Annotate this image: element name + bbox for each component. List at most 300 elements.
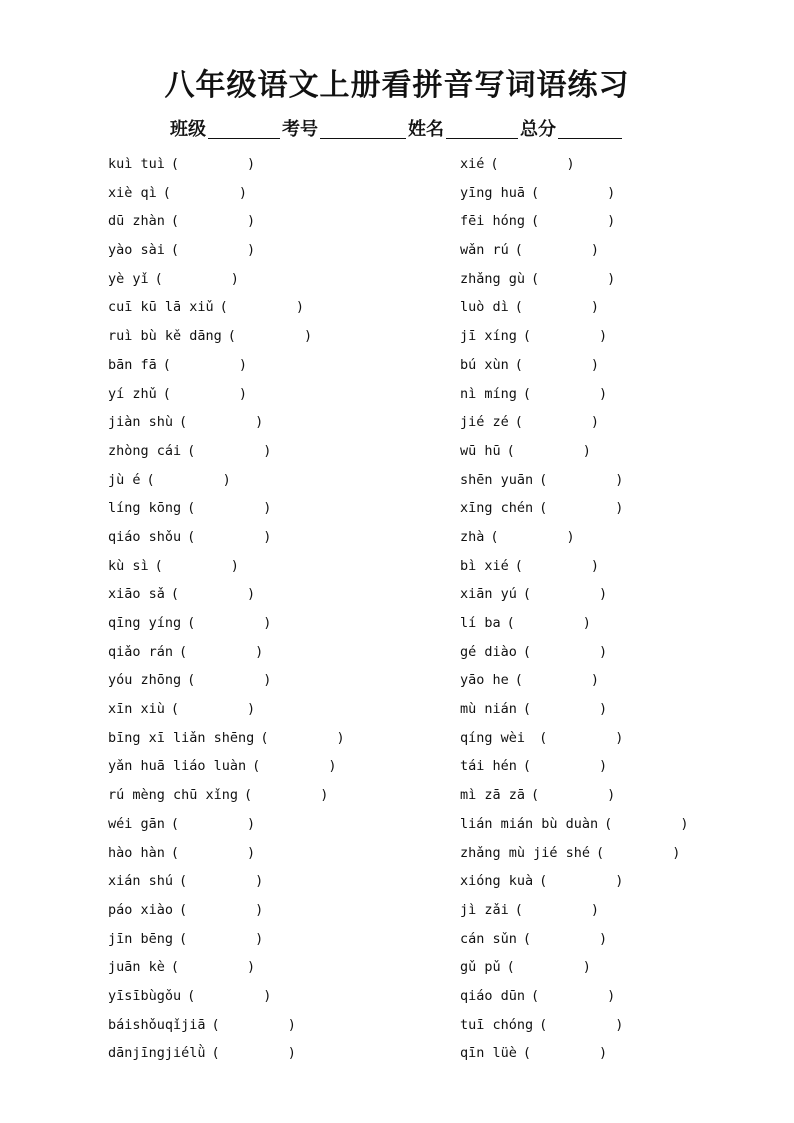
close-paren: ) bbox=[247, 844, 256, 861]
exercise-item bbox=[108, 207, 345, 236]
close-paren: ) bbox=[247, 701, 256, 718]
open-paren: ( bbox=[154, 557, 163, 574]
close-paren: ) bbox=[590, 242, 600, 259]
open-paren: ( bbox=[531, 787, 540, 804]
answer-blank[interactable] bbox=[523, 580, 607, 609]
answer-blank[interactable] bbox=[507, 953, 591, 982]
exercise-item bbox=[460, 839, 688, 868]
open-paren: ( bbox=[187, 615, 196, 631]
close-paren: ) bbox=[599, 328, 608, 345]
exercise-item bbox=[460, 236, 688, 265]
open-paren: ( bbox=[490, 156, 499, 172]
answer-blank[interactable] bbox=[515, 351, 599, 380]
answer-blank[interactable] bbox=[523, 638, 607, 667]
pinyin-text: xié bbox=[460, 156, 485, 172]
open-paren: ( bbox=[522, 1045, 532, 1062]
open-paren: ( bbox=[539, 1016, 548, 1033]
open-paren: ( bbox=[187, 528, 196, 545]
answer-blank[interactable] bbox=[523, 695, 607, 724]
student-info-line bbox=[0, 115, 794, 141]
answer-blank[interactable] bbox=[155, 552, 239, 581]
answer-blank[interactable] bbox=[539, 1011, 623, 1040]
open-paren: ( bbox=[522, 586, 532, 603]
open-paren: ( bbox=[522, 328, 532, 345]
exercise-item bbox=[108, 437, 345, 466]
answer-blank[interactable] bbox=[187, 609, 271, 638]
exercise-item bbox=[108, 265, 345, 294]
open-paren: ( bbox=[539, 873, 548, 890]
open-paren: ( bbox=[179, 873, 188, 890]
answer-blank[interactable] bbox=[531, 207, 615, 236]
exercise-item bbox=[108, 752, 345, 781]
open-paren: ( bbox=[514, 557, 523, 574]
answer-blank[interactable] bbox=[155, 265, 239, 294]
answer-blank[interactable] bbox=[523, 925, 607, 954]
close-paren: ) bbox=[263, 672, 272, 689]
answer-blank[interactable] bbox=[171, 695, 255, 724]
answer-blank[interactable] bbox=[163, 351, 247, 380]
exercise-item bbox=[108, 552, 345, 581]
exercise-item bbox=[460, 867, 688, 896]
exercise-item bbox=[108, 925, 345, 954]
open-paren: ( bbox=[170, 701, 180, 718]
answer-blank[interactable] bbox=[531, 179, 615, 208]
close-paren: ) bbox=[672, 844, 681, 861]
close-paren: ) bbox=[255, 930, 264, 947]
open-paren: ( bbox=[179, 643, 188, 660]
answer-blank[interactable] bbox=[212, 1039, 296, 1068]
answer-blank[interactable] bbox=[539, 867, 623, 896]
name-label: 姓名 bbox=[408, 119, 444, 140]
exercise-item bbox=[460, 523, 688, 552]
pinyin-text: zhǎng mù jié shé bbox=[460, 844, 591, 861]
open-paren: ( bbox=[187, 672, 196, 689]
exercise-item bbox=[108, 293, 345, 322]
answer-blank[interactable] bbox=[507, 609, 591, 638]
close-paren: ) bbox=[238, 385, 248, 402]
open-paren: ( bbox=[252, 758, 261, 775]
open-paren: ( bbox=[170, 156, 180, 172]
answer-blank[interactable] bbox=[531, 265, 615, 294]
open-paren: ( bbox=[260, 729, 269, 746]
answer-blank[interactable] bbox=[539, 724, 623, 753]
answer-blank[interactable] bbox=[187, 437, 271, 466]
close-paren: ) bbox=[582, 959, 591, 976]
pinyin-text: xīng chén bbox=[460, 500, 534, 517]
answer-blank[interactable] bbox=[515, 896, 599, 925]
close-paren: ) bbox=[247, 213, 256, 230]
open-paren: ( bbox=[522, 758, 532, 775]
close-paren: ) bbox=[582, 442, 591, 459]
answer-blank[interactable] bbox=[515, 293, 599, 322]
close-paren: ) bbox=[238, 356, 248, 373]
pinyin-text: jīn bēng bbox=[108, 930, 174, 947]
open-paren: ( bbox=[187, 987, 196, 1004]
pinyin-text: qīng yíng bbox=[108, 615, 182, 631]
open-paren: ( bbox=[244, 787, 253, 804]
exercise-item bbox=[460, 494, 688, 523]
close-paren: ) bbox=[615, 873, 624, 890]
open-paren: ( bbox=[531, 270, 540, 287]
open-paren: ( bbox=[531, 184, 540, 201]
close-paren: ) bbox=[263, 442, 272, 459]
answer-blank[interactable] bbox=[171, 839, 255, 868]
pinyin-text: tái hén bbox=[460, 758, 517, 775]
exercise-item bbox=[460, 179, 688, 208]
open-paren: ( bbox=[154, 270, 163, 287]
answer-blank[interactable] bbox=[179, 925, 263, 954]
pinyin-text: kù sì bbox=[108, 557, 149, 574]
exercise-item bbox=[460, 1011, 688, 1040]
answer-blank[interactable] bbox=[604, 810, 688, 839]
pinyin-text: zhǎng gù bbox=[460, 270, 526, 287]
exercise-item bbox=[460, 408, 688, 437]
answer-blank[interactable] bbox=[596, 839, 680, 868]
open-paren: ( bbox=[211, 1045, 220, 1062]
exercise-item bbox=[108, 724, 345, 753]
exercise-item bbox=[460, 724, 688, 753]
exercise-item bbox=[460, 207, 688, 236]
close-paren: ) bbox=[599, 643, 608, 660]
close-paren: ) bbox=[222, 471, 231, 488]
pinyin-text: jì zǎi bbox=[460, 901, 509, 918]
answer-blank[interactable] bbox=[515, 408, 599, 437]
pinyin-text: dānjīngjiélǜ bbox=[108, 1045, 206, 1062]
open-paren: ( bbox=[146, 471, 155, 488]
pinyin-text: cuī kū lā xiǔ bbox=[108, 299, 214, 316]
answer-blank[interactable] bbox=[212, 1011, 296, 1040]
exercise-item bbox=[460, 982, 688, 1011]
answer-blank[interactable] bbox=[179, 867, 263, 896]
score-label: 总分 bbox=[520, 119, 556, 140]
open-paren: ( bbox=[522, 930, 532, 947]
answer-blank[interactable] bbox=[163, 179, 247, 208]
class-blank[interactable] bbox=[208, 120, 280, 139]
answer-blank[interactable] bbox=[507, 437, 591, 466]
answer-blank[interactable] bbox=[490, 523, 574, 552]
open-paren: ( bbox=[170, 213, 180, 230]
pinyin-text: xīn xiù bbox=[108, 701, 165, 718]
answer-blank[interactable] bbox=[260, 724, 344, 753]
exercise-item bbox=[460, 265, 688, 294]
answer-blank[interactable] bbox=[539, 494, 623, 523]
close-paren: ) bbox=[255, 414, 264, 431]
pinyin-text: gé diào bbox=[460, 643, 517, 660]
answer-blank[interactable] bbox=[171, 150, 255, 179]
exercise-item bbox=[460, 437, 688, 466]
exercise-item bbox=[460, 752, 688, 781]
pinyin-text: qiáo shǒu bbox=[108, 528, 182, 545]
close-paren: ) bbox=[590, 901, 600, 918]
pinyin-text: jiàn shù bbox=[108, 414, 174, 431]
pinyin-text: xián shú bbox=[108, 873, 174, 890]
pinyin-text: yǎn huā liáo luàn bbox=[108, 758, 247, 775]
exercise-item bbox=[460, 1039, 688, 1068]
answer-blank[interactable] bbox=[220, 293, 304, 322]
close-paren: ) bbox=[590, 414, 600, 431]
answer-blank[interactable] bbox=[228, 322, 312, 351]
pinyin-text: zhòng cái bbox=[108, 442, 182, 459]
answer-blank[interactable] bbox=[490, 150, 574, 179]
open-paren: ( bbox=[596, 844, 605, 861]
pinyin-text: qiǎo rán bbox=[108, 643, 174, 660]
exercise-item bbox=[460, 293, 688, 322]
close-paren: ) bbox=[680, 815, 689, 832]
pinyin-text: fēi hóng bbox=[460, 213, 526, 230]
exercise-item bbox=[108, 1039, 345, 1068]
close-paren: ) bbox=[320, 787, 329, 804]
close-paren: ) bbox=[263, 987, 272, 1004]
close-paren: ) bbox=[607, 184, 616, 201]
exercise-item bbox=[460, 953, 688, 982]
exercise-item bbox=[108, 494, 345, 523]
exercise-item bbox=[108, 351, 345, 380]
pinyin-text: yīsībùgǒu bbox=[108, 987, 182, 1004]
close-paren: ) bbox=[230, 270, 239, 287]
open-paren: ( bbox=[522, 643, 532, 660]
open-paren: ( bbox=[162, 356, 171, 373]
pinyin-text: yí zhǔ bbox=[108, 385, 157, 402]
open-paren: ( bbox=[514, 242, 523, 259]
answer-blank[interactable] bbox=[171, 207, 255, 236]
close-paren: ) bbox=[615, 500, 624, 517]
answer-blank[interactable] bbox=[179, 638, 263, 667]
close-paren: ) bbox=[263, 528, 272, 545]
pinyin-text: líng kōng bbox=[108, 500, 182, 517]
close-paren: ) bbox=[247, 586, 256, 603]
close-paren: ) bbox=[590, 672, 600, 689]
open-paren: ( bbox=[514, 672, 523, 689]
close-paren: ) bbox=[599, 586, 608, 603]
pinyin-text: cán sǔn bbox=[460, 930, 517, 947]
open-paren: ( bbox=[531, 213, 540, 230]
pinyin-text: wū hū bbox=[460, 442, 501, 459]
exercise-item bbox=[108, 523, 345, 552]
answer-blank[interactable] bbox=[187, 523, 271, 552]
close-paren: ) bbox=[599, 758, 608, 775]
exercise-item bbox=[108, 982, 345, 1011]
close-paren: ) bbox=[599, 1045, 608, 1062]
close-paren: ) bbox=[599, 930, 608, 947]
open-paren: ( bbox=[522, 385, 532, 402]
pinyin-text: xióng kuà bbox=[460, 873, 534, 890]
exercise-item bbox=[108, 638, 345, 667]
open-paren: ( bbox=[187, 442, 196, 459]
exercise-item bbox=[460, 695, 688, 724]
close-paren: ) bbox=[230, 557, 239, 574]
pinyin-text: shēn yuān bbox=[460, 471, 534, 488]
pinyin-text: yāo he bbox=[460, 672, 509, 689]
open-paren: ( bbox=[539, 471, 548, 488]
exercise-item bbox=[108, 896, 345, 925]
name-blank[interactable] bbox=[446, 120, 518, 139]
close-paren: ) bbox=[247, 242, 256, 259]
exercise-item bbox=[460, 609, 688, 638]
pinyin-text: yào sài bbox=[108, 242, 165, 259]
answer-blank[interactable] bbox=[179, 896, 263, 925]
close-paren: ) bbox=[295, 299, 304, 316]
pinyin-text: bān fā bbox=[108, 356, 157, 373]
pinyin-text: ruì bù kě dāng bbox=[108, 328, 222, 345]
open-paren: ( bbox=[506, 615, 515, 631]
answer-blank[interactable] bbox=[523, 1039, 607, 1068]
close-paren: ) bbox=[247, 959, 256, 976]
answer-blank[interactable] bbox=[187, 982, 271, 1011]
exercise-item bbox=[108, 380, 345, 409]
answer-blank[interactable] bbox=[171, 580, 255, 609]
close-paren: ) bbox=[615, 471, 624, 488]
score-blank[interactable] bbox=[558, 120, 622, 139]
open-paren: ( bbox=[490, 528, 499, 545]
pinyin-text: bì xié bbox=[460, 557, 509, 574]
exercise-item bbox=[460, 925, 688, 954]
close-paren: ) bbox=[336, 729, 345, 746]
exercise-item bbox=[460, 896, 688, 925]
open-paren: ( bbox=[539, 500, 548, 517]
answer-blank[interactable] bbox=[515, 236, 599, 265]
exercise-item bbox=[108, 953, 345, 982]
answer-blank[interactable] bbox=[515, 666, 599, 695]
close-paren: ) bbox=[590, 356, 600, 373]
exercise-item bbox=[460, 380, 688, 409]
close-paren: ) bbox=[263, 500, 272, 517]
exercise-item bbox=[108, 1011, 345, 1040]
open-paren: ( bbox=[514, 356, 523, 373]
open-paren: ( bbox=[179, 901, 188, 918]
number-label: 考号 bbox=[282, 119, 318, 140]
pinyin-text: kuì tuì bbox=[108, 156, 165, 172]
close-paren: ) bbox=[303, 328, 313, 345]
pinyin-text: jié zé bbox=[460, 414, 509, 431]
open-paren: ( bbox=[170, 844, 180, 861]
pinyin-text: lián mián bù duàn bbox=[460, 815, 599, 832]
close-paren: ) bbox=[247, 156, 256, 172]
close-paren: ) bbox=[607, 787, 616, 804]
pinyin-text: xiāo sǎ bbox=[108, 586, 165, 603]
pinyin-text: bú xùn bbox=[460, 356, 509, 373]
answer-blank[interactable] bbox=[171, 953, 255, 982]
answer-blank[interactable] bbox=[531, 982, 615, 1011]
exercise-item bbox=[460, 552, 688, 581]
pinyin-text: gǔ pǔ bbox=[460, 959, 501, 976]
open-paren: ( bbox=[514, 901, 523, 918]
answer-blank[interactable] bbox=[187, 494, 271, 523]
pinyin-text: zhà bbox=[460, 528, 485, 545]
answer-blank[interactable] bbox=[252, 752, 336, 781]
close-paren: ) bbox=[615, 729, 624, 746]
answer-blank[interactable] bbox=[523, 322, 607, 351]
close-paren: ) bbox=[255, 873, 264, 890]
pinyin-text: juān kè bbox=[108, 959, 165, 976]
answer-blank[interactable] bbox=[531, 781, 615, 810]
exercise-item bbox=[108, 781, 345, 810]
open-paren: ( bbox=[162, 385, 171, 402]
pinyin-text: hào hàn bbox=[108, 844, 165, 861]
pinyin-text: luò dì bbox=[460, 299, 509, 316]
close-paren: ) bbox=[582, 615, 591, 631]
pinyin-text: mù nián bbox=[460, 701, 517, 718]
exercise-item bbox=[108, 466, 345, 495]
open-paren: ( bbox=[227, 328, 236, 345]
pinyin-text: dū zhàn bbox=[108, 213, 165, 230]
answer-blank[interactable] bbox=[244, 781, 328, 810]
pinyin-text: yīng huā bbox=[460, 184, 526, 201]
exercise-item bbox=[460, 810, 688, 839]
exercise-item bbox=[108, 179, 345, 208]
pinyin-text: rú mèng chū xǐng bbox=[108, 787, 239, 804]
open-paren: ( bbox=[531, 987, 540, 1004]
right-column bbox=[460, 150, 688, 1068]
pinyin-text: jù é bbox=[108, 471, 141, 488]
pinyin-text: qiáo dūn bbox=[460, 987, 526, 1004]
close-paren: ) bbox=[590, 557, 600, 574]
exercise-item bbox=[460, 466, 688, 495]
pinyin-text: xiè qì bbox=[108, 184, 157, 201]
exercise-item bbox=[108, 609, 345, 638]
open-paren: ( bbox=[170, 815, 180, 832]
number-blank[interactable] bbox=[320, 120, 406, 139]
close-paren: ) bbox=[607, 213, 616, 230]
answer-blank[interactable] bbox=[171, 810, 255, 839]
pinyin-text: yóu zhōng bbox=[108, 672, 182, 689]
open-paren: ( bbox=[170, 959, 180, 976]
exercise-item bbox=[108, 839, 345, 868]
open-paren: ( bbox=[179, 414, 188, 431]
close-paren: ) bbox=[255, 901, 264, 918]
close-paren: ) bbox=[238, 184, 248, 201]
open-paren: ( bbox=[170, 586, 180, 603]
exercise-item bbox=[108, 695, 345, 724]
open-paren: ( bbox=[162, 184, 171, 201]
exercise-item bbox=[460, 638, 688, 667]
open-paren: ( bbox=[179, 930, 188, 947]
exercise-item bbox=[460, 322, 688, 351]
answer-blank[interactable] bbox=[147, 466, 231, 495]
exercise-item bbox=[108, 666, 345, 695]
close-paren: ) bbox=[566, 156, 575, 172]
pinyin-text: bīng xī liǎn shēng bbox=[108, 729, 255, 746]
answer-blank[interactable] bbox=[523, 380, 607, 409]
answer-blank[interactable] bbox=[179, 408, 263, 437]
answer-blank[interactable] bbox=[187, 666, 271, 695]
pinyin-text: jī xíng bbox=[460, 328, 517, 345]
exercise-item bbox=[108, 322, 345, 351]
class-label: 班级 bbox=[170, 119, 206, 140]
answer-blank[interactable] bbox=[515, 552, 599, 581]
answer-blank[interactable] bbox=[539, 466, 623, 495]
pinyin-text: xiān yú bbox=[460, 586, 517, 603]
pinyin-text: tuī chóng bbox=[460, 1016, 534, 1033]
open-paren: ( bbox=[170, 242, 180, 259]
page-title: 八年级语文上册看拼音写词语练习 bbox=[164, 68, 630, 103]
answer-blank[interactable] bbox=[163, 380, 247, 409]
open-paren: ( bbox=[514, 299, 523, 316]
exercise-item bbox=[460, 666, 688, 695]
exercise-item bbox=[460, 781, 688, 810]
exercise-item bbox=[108, 150, 345, 179]
close-paren: ) bbox=[287, 1016, 296, 1033]
pinyin-text: wǎn rú bbox=[460, 242, 509, 259]
close-paren: ) bbox=[263, 615, 272, 631]
pinyin-text: báishǒuqǐjiā bbox=[108, 1016, 206, 1033]
pinyin-text: nì míng bbox=[460, 385, 517, 402]
exercise-item bbox=[460, 150, 688, 179]
open-paren: ( bbox=[522, 701, 532, 718]
answer-blank[interactable] bbox=[171, 236, 255, 265]
pinyin-text: mì zā zā bbox=[460, 787, 526, 804]
close-paren: ) bbox=[599, 385, 608, 402]
answer-blank[interactable] bbox=[523, 752, 607, 781]
